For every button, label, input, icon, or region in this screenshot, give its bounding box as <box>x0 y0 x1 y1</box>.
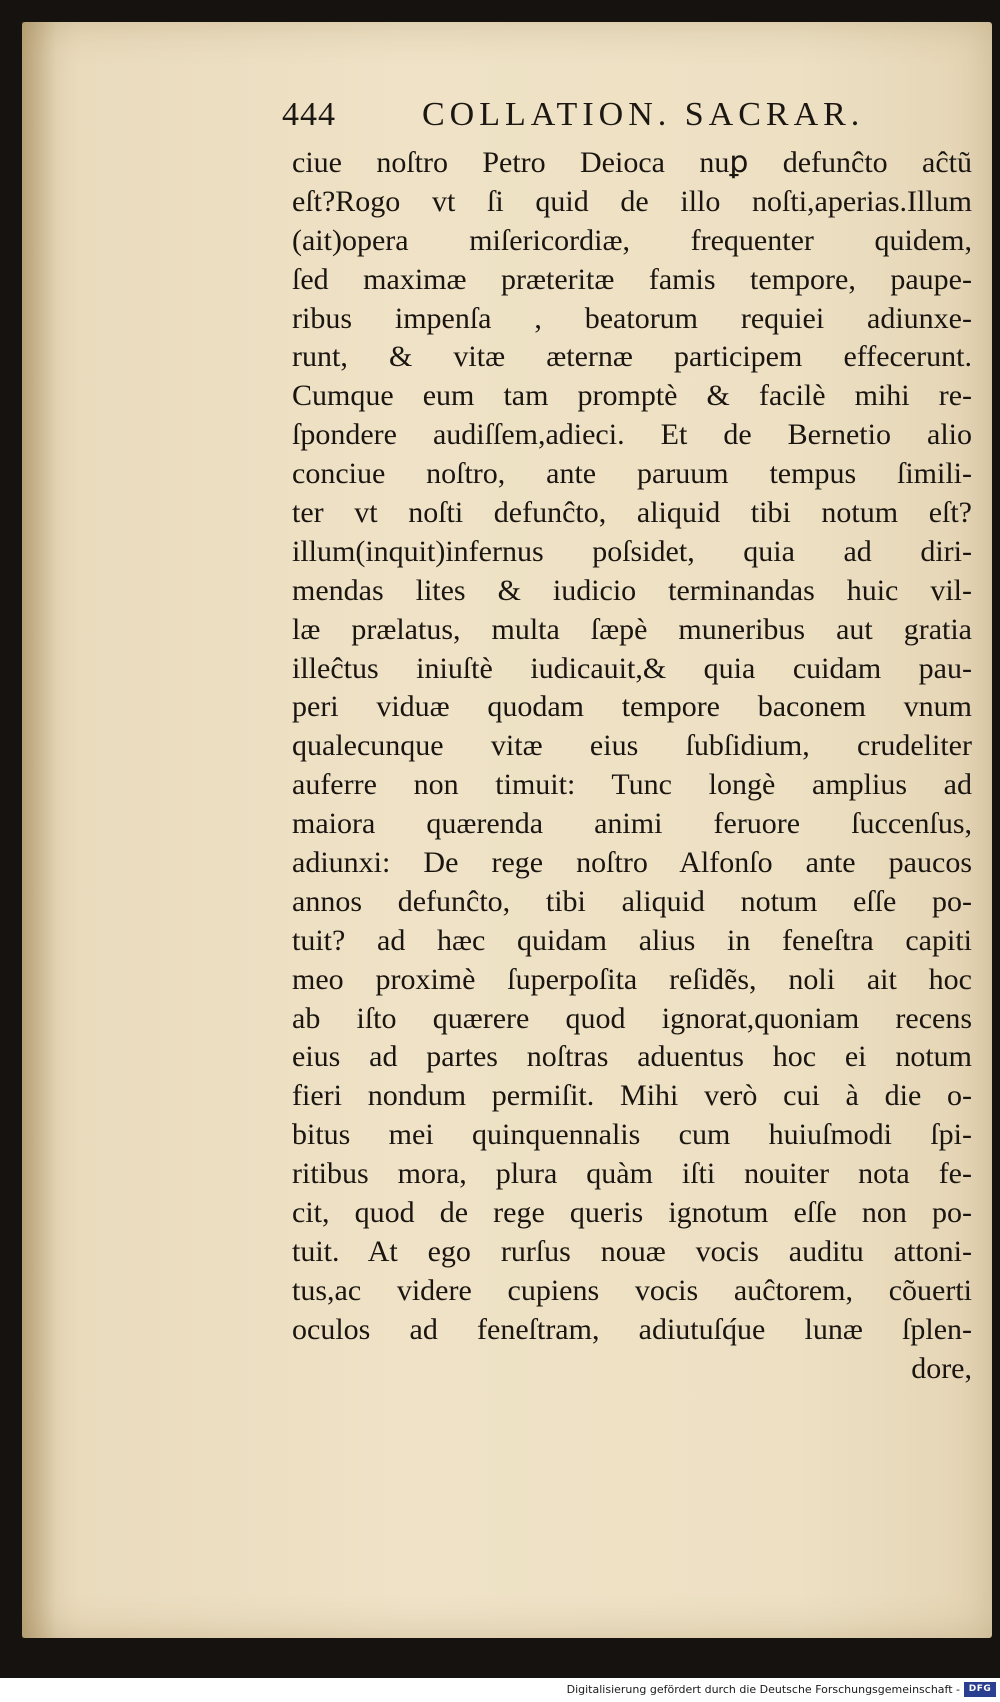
funding-note: Digitalisierung gefördert durch die Deutsche Forschungsgemeinschaft - <box>566 1683 960 1696</box>
text-line: qualecunque vitæ eius ſubſidium, crudeliter <box>292 729 972 763</box>
text-line: eſt?Rogo vt ſi quid de illo noſti,aperias.Illum <box>292 184 972 218</box>
text-line: tuit. At ego rurſus nouæ vocis auditu attoni- <box>292 1234 972 1268</box>
text-line: cit, quod de rege queris ignotum eſſe non po- <box>292 1196 972 1230</box>
text-line: ſed maximæ præteritæ famis tempore, paupe- <box>292 262 972 296</box>
catchword: dore, <box>911 1351 972 1385</box>
text-line: mendas lites & iudicio terminandas huic vil- <box>292 573 972 607</box>
text-line: ter vt noſti defunĉto, aliquid tibi notum eſt? <box>292 496 972 530</box>
text-line: runt, & vitæ æternæ participem effecerunt. <box>292 340 972 374</box>
text-line: ſpondere audiſſem,adieci. Et de Bernetio alio <box>292 418 972 452</box>
running-head <box>282 96 922 146</box>
text-line: illeĉtus iniuſtè iudicauit,& quia cuidam pau- <box>292 651 972 685</box>
text-line: ciue noſtro Petro Deioca nuꝑ defunĉto aĉtũ <box>292 146 972 179</box>
dfg-logo[interactable]: DFG <box>964 1682 996 1697</box>
text-line: conciue noſtro, ante paruum tempus ſimili- <box>292 457 972 491</box>
page-number: 444 <box>282 96 336 133</box>
text-line: ribus impenſa , beatorum requiei adiunxe- <box>292 301 972 335</box>
body-text <box>292 144 972 1389</box>
text-line: fieri nondum permiſit. Mihi verò cui à die o- <box>292 1079 972 1113</box>
text-line: ritibus mora, plura quàm iſti nouiter nota fe- <box>292 1157 972 1191</box>
text-line: (ait)opera miſericordiæ, frequenter quidem, <box>292 223 972 257</box>
text-line: peri viduæ quodam tempore baconem vnum <box>292 690 972 724</box>
text-line: oculos ad feneſtram, adiutuſq́ue lunæ ſplen- <box>292 1312 972 1346</box>
text-line: Cumque eum tam promptè & facilè mihi re- <box>292 379 972 413</box>
text-line: illum(inquit)infernus poſsidet, quia ad diri- <box>292 534 972 568</box>
text-line: bitus mei quinquennalis cum huiuſmodi ſpi- <box>292 1118 972 1152</box>
running-title: COLLATION. SACRAR. <box>422 96 865 133</box>
text-line: meo proximè ſuperpoſita reſidẽs, noli ait hoc <box>292 962 972 996</box>
text-line: tuit? ad hæc quidam alius in feneſtra capiti <box>292 923 972 957</box>
text-line: adiunxi: De rege noſtro Alfonſo ante paucos <box>292 846 972 880</box>
text-line: auferre non timuit: Tunc longè amplius ad <box>292 768 972 802</box>
text-line: maiora quærenda animi feruore ſuccenſus, <box>292 807 972 841</box>
text-line: annos defunĉto, tibi aliquid notum eſſe po- <box>292 884 972 918</box>
text-line: eius ad partes noſtras aduentus hoc ei notum <box>292 1040 972 1074</box>
text-line: læ prælatus, multa ſæpè muneribus aut gratia <box>292 612 972 646</box>
text-line: ab iſto quærere quod ignorat,quoniam recens <box>292 1001 972 1035</box>
text-line: tus,ac videre cupiens vocis auĉtorem, cõuerti <box>292 1273 972 1307</box>
